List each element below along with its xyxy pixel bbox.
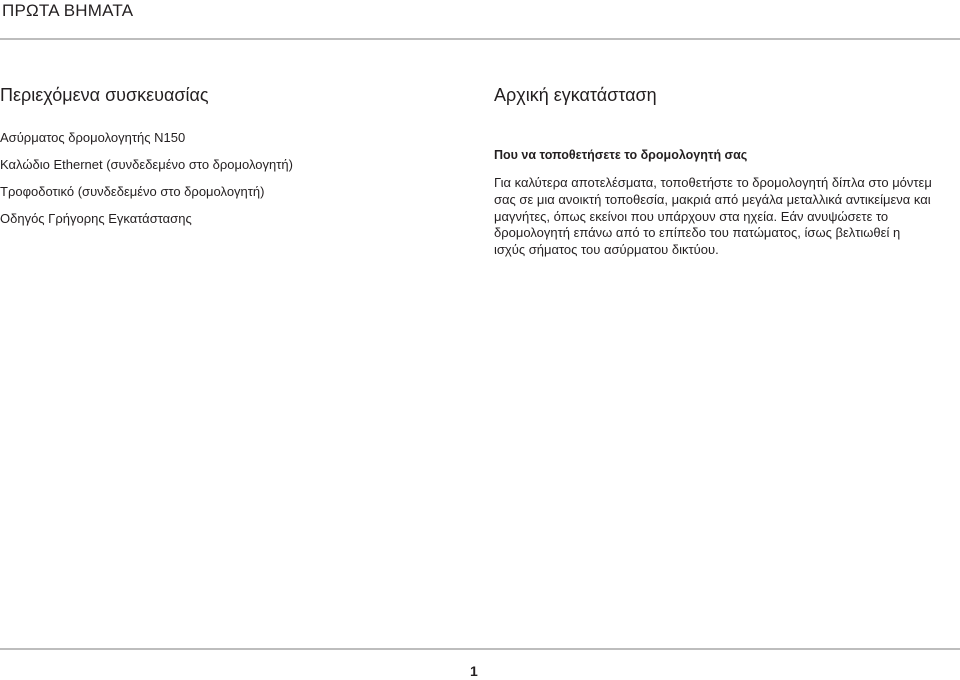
- list-item-router: Ασύρματος δρομολογητής N150: [0, 130, 186, 145]
- list-item-power-adapter: Τροφοδοτικό (συνδεδεμένο στο δρομολογητή): [0, 184, 265, 199]
- list-item-ethernet-cable: Καλώδιο Ethernet (συνδεδεμένο στο δρομολογητή): [0, 157, 293, 172]
- package-contents-list: [0, 130, 440, 226]
- page-header: [0, 0, 960, 40]
- page-footer-rule: [0, 648, 960, 650]
- router-placement-subheading: Που να τοποθετήσετε το δρομολογητή σας: [494, 148, 748, 162]
- page-number: 1: [470, 663, 478, 679]
- router-placement-paragraph: Για καλύτερα αποτελέσματα, τοποθετήστε το δρομολογητή δίπλα στο μόντεμ σας σε μια ανοικτή τοποθεσία, μακριά από μεγάλα μεταλλικά αντικείμενα και μαγνήτες, όπως εκείνοι που υπάρχουν στα ηχεία. Εάν ανυψώσετε το δρομολογητή επάνω από το επίπεδο του πατώματος, ίσως βελτιωθεί η ισχύς σήματος του ασύρματου δικτύου.: [494, 175, 932, 258]
- package-contents-section: [0, 84, 440, 238]
- list-item-quick-install-guide: Οδηγός Γρήγορης Εγκατάστασης: [0, 211, 192, 226]
- package-contents-heading: Περιεχόμενα συσκευασίας: [0, 85, 209, 105]
- page-title: ΠΡΩΤΑ ΒΗΜΑΤΑ: [2, 1, 134, 20]
- initial-setup-heading: Αρχική εγκατάσταση: [494, 85, 657, 105]
- initial-setup-section: [494, 84, 934, 259]
